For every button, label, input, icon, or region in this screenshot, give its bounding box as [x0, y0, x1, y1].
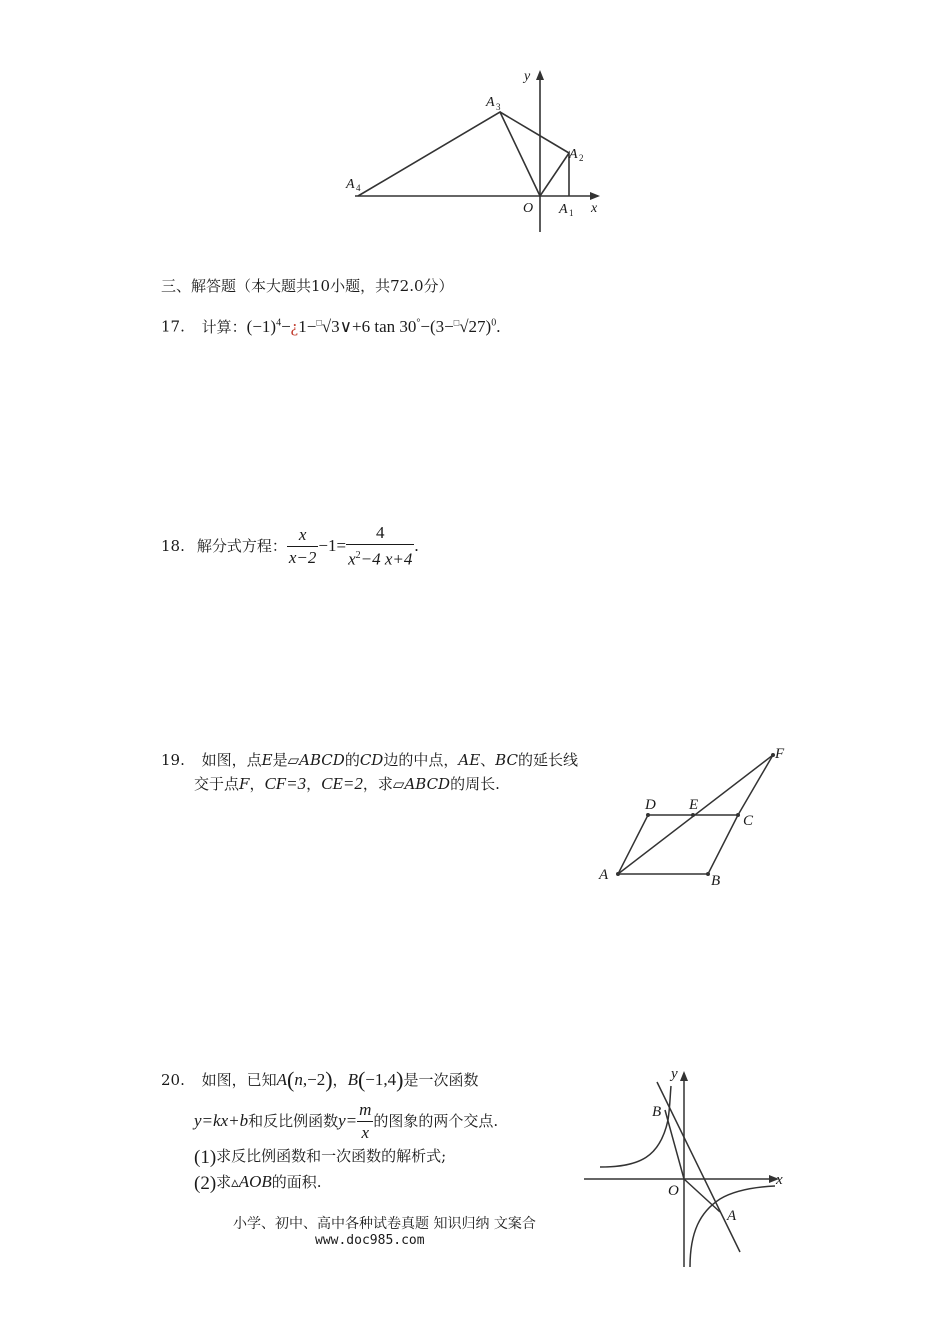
section-header: 三、解答题（本大题共10小题，共72.0分）: [161, 277, 454, 295]
label-a1-sub: 1: [569, 208, 574, 218]
label-a2-sub: 2: [579, 153, 584, 163]
question-20-line-3: (1)求反比例函数和一次函数的解析式;: [194, 1147, 447, 1168]
question-19-line-1: 19. 如图，点E是▱ABCD的CD边的中点，AE、BC的延长线: [161, 751, 578, 769]
label-a: A: [599, 867, 609, 883]
function-graph-figure: [580, 1062, 790, 1270]
question-19: [161, 750, 578, 794]
rotation-figure: [340, 60, 610, 240]
label-o: O: [523, 201, 534, 216]
label-a1: A: [559, 202, 568, 217]
label-d: D: [645, 797, 656, 813]
label-a: A: [727, 1208, 737, 1224]
x-axis-label: x: [591, 201, 598, 216]
label-a4-sub: 4: [356, 183, 361, 193]
y-axis-label: y: [524, 69, 531, 84]
label-a2: A: [569, 147, 578, 162]
label-a3-sub: 3: [496, 102, 501, 112]
fraction-right: $\frac{4}{x^2-4 x+4}$: [348, 522, 413, 569]
x-axis-label: x: [776, 1172, 783, 1188]
label-e: E: [689, 797, 699, 813]
question-prompt: 计算：: [201, 317, 247, 336]
parallelogram-figure: [595, 740, 795, 890]
footer-ad-line-1: 小学、初中、高中各种试卷真题 知识归纳 文案合: [233, 1216, 536, 1232]
question-20-line-1: 20. 如图，已知A(n,−2)，B(−1,4)是一次函数: [161, 1067, 479, 1092]
label-a3: A: [486, 95, 495, 110]
question-19-line-2: 交于点F，CF=3，CE=2，求▱ABCD的周长.: [194, 774, 500, 793]
label-a4: A: [346, 177, 355, 192]
label-o: O: [668, 1183, 679, 1199]
question-17: [161, 312, 500, 337]
footer-ad-line-2: www.doc985.com: [315, 1233, 425, 1248]
label-f: F: [775, 746, 785, 762]
question-number: 19.: [161, 751, 185, 769]
question-20-line-4: (2)求▵AOB的面积.: [194, 1172, 322, 1194]
question-number: 20.: [161, 1071, 185, 1089]
label-c: C: [743, 813, 754, 829]
question-18: 18. 解分式方程： $\frac{x}{x-2}$ −1= $\frac{4}{x^2-4 x+4}$ .: [161, 522, 419, 569]
question-number: 17.: [161, 317, 185, 336]
label-b: B: [711, 873, 721, 889]
question-prompt: 解分式方程：: [196, 537, 287, 555]
question-20: [161, 1067, 499, 1198]
math-expression: $(-1)^4-¿1-^□√3\vee+6$ $\tan 30^\circ-(3-^□√27)^0$.: [246, 316, 501, 336]
question-20-line-2: y=kx+b 和反比例函数 y= $\frac{m}{x}$ 的图象的两个交点.: [194, 1099, 499, 1142]
label-b: B: [652, 1104, 662, 1120]
question-number: 18.: [161, 537, 185, 555]
fraction-left: $\frac{x}{x-2}$: [288, 524, 317, 567]
y-axis-label: y: [671, 1066, 678, 1082]
